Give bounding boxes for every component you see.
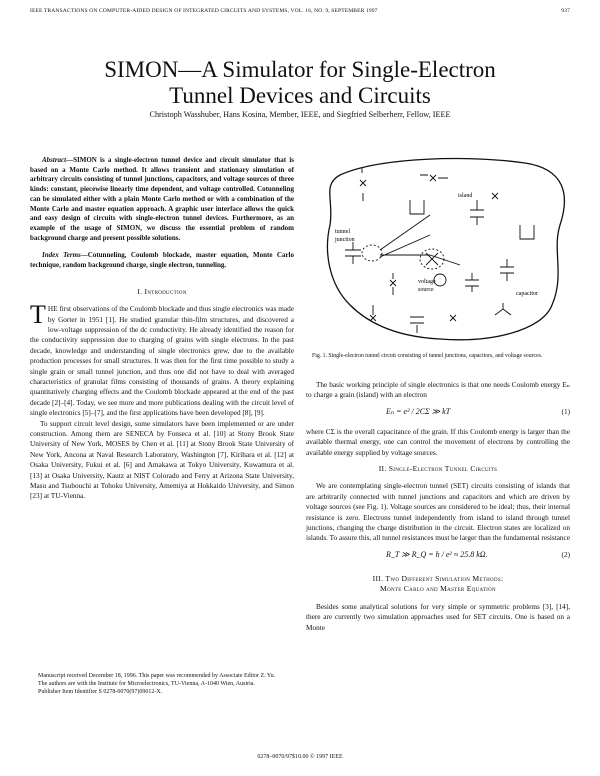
fig-label-voltage: voltage: [418, 279, 436, 285]
equation-1: [306, 403, 570, 425]
right-paragraph-2: where CΣ is the overall capacitance of the grain. If this Coulomb energy is larger than the available thermal energy, one can control the movement of electrons by controlling the available energy supplied by voltage sources.: [306, 427, 570, 457]
intro-paragraph-2: To support circuit level design, some simulators have been implemented or are under construction. Among them are SENECA by Fonseca et al. [10] at Stony Brook State University of New York, MOSES by Chen et al. [11] at Stony Brook State University of New York, Ancona at Naval Research Laboratory, Washington [7], Kirihara et al. [12] at Osaka University, Fukui et al. [6] and Amakawa at Tokyo University, Kuwamura et al. [13] at Osaka University, Kautz at NIST Colorado and Ferry at Arizona State University, Masu and Tsubouchi at Tohoku University, Amemiya at Hokkaido University, and Simon [23] at TU-Vienna.: [30, 419, 294, 501]
footnotes: [30, 672, 294, 697]
running-header: [30, 8, 570, 18]
equation-1-body: Eₙ = e² / 2CΣ ≫ kT: [386, 406, 451, 416]
footnote-received: Manuscript received December 18, 1996. This paper was recommended by Associate Editor Z. Yu.: [38, 673, 276, 679]
equation-2-number: (2): [561, 550, 570, 559]
figure-caption: Fig. 1. Single-electron tunnel circuit consisting of tunnel junctions, capacitors, and voltage sources.: [312, 353, 543, 359]
right-column: [306, 380, 570, 633]
right-paragraph-1: The basic working principle of single electronics is that one needs Coulomb energy Eₙ to charge a grain (island) with an electron: [306, 381, 570, 400]
fig-label-capacitor: capacitor: [516, 291, 538, 297]
drop-cap: T: [30, 300, 46, 330]
abstract: [30, 156, 294, 243]
right-paragraph-4: Besides some analytical solutions for very simple or symmetric problems [3], [14], there are currently two simulation approaches used for SET circuits. One is based on a Monte: [306, 602, 570, 632]
section-heading-set-circuits: II. Single-Electron Tunnel Circuits: [378, 464, 498, 474]
figure-1-circuit: [320, 155, 570, 345]
fig-label-source: source: [418, 287, 434, 293]
copyright-footer: 0278–0070/97$10.00 © 1997 IEEE: [257, 754, 343, 760]
footnote-affiliation: The authors are with the Institute for Microelectronics, TU-Vienna, A-1040 Wien, Austria.: [38, 681, 255, 688]
intro-text-1: HE first observations of the Coulomb blockade and thus single electronics was made by Gorter in 1951 [1]. He studied granular thin-film structures, and discovered a low-voltage suppression of the dc conductivity. He already identified the reason for the conductivity suppression due to charging of grains with single electrons. In the past decade, knowledge and understanding of single electronics grew, due to the available production processes for small structures. It was then for the first time possible to study a single grain or small tunnel junction, and thus one did not have to deal with averaged characteristics of granular films consisting of thousands of grains. A theory explaining quantitatively charging effects and the Coulomb blockade appeared at the end of the past decade [2]–[4]. Today, we see more and more publications dealing with the circuit level of single electronics [5]–[7], and the first applications have been developed [8], [9].: [30, 305, 294, 418]
equation-2-body: R_T ≫ R_Q = h / e² ≈ 25.8 kΩ.: [386, 549, 488, 559]
index-terms-text: —Cotunneling, Coulomb blockade, master equation, Monte Carlo technique, random background charge, single electron, tunneling.: [30, 251, 294, 270]
fig-label-tunnel: tunnel: [335, 229, 350, 235]
title-line-1: SIMON—A Simulator for Single-Electron: [104, 57, 496, 82]
paper-title: [0, 57, 600, 109]
fig-label-junction: junction: [335, 237, 355, 243]
page-number: 937: [561, 8, 570, 14]
section-heading-introduction: I. Introduction: [137, 286, 187, 296]
right-paragraph-3: We are contemplating single-electron tunnel (SET) circuits consisting of islands that are arbitrarily connected with tunnel junctions and capacitors and which are driven by voltage sources (see Fig. 1). Voltage sources are considered to be ideal; thus, their internal resistance is zero. Electrons tunnel independently from island to island through tunnel junctions, changing the charge distribution in the circuit. Electron states are localized on islands. To assure this, all tunnel resistances must be larger than the fundamental resistance: [306, 482, 570, 543]
abstract-label: Abstract—: [42, 156, 74, 164]
footnote-pii: Publisher Item Identifier S 0278-0070(97)09012-X.: [38, 689, 163, 696]
fig-label-island: island: [458, 193, 473, 199]
equation-2: [306, 546, 570, 568]
index-terms-label: Index Terms: [42, 251, 81, 260]
abstract-text: SIMON is a single-electron tunnel device and circuit simulator that is based on a Monte Carlo method. It allows transient and stationary simulation of arbitrary circuits consisting of tunnel junctions, capacitors, and voltage sources of three kinds: constant, piecewise linearly time dependent, and voltage controlled. Cotunneling can be simulated either with a plain Monte Carlo method or with a combination of the Monte Carlo and master equation approach. A graphic user interface allows the quick and easy design of circuits with single-electron tunnel devices. Furthermore, as an example of the usage of SIMON, we discuss the essential problem of random background charge and present possible solutions.: [30, 156, 294, 242]
journal-header: IEEE TRANSACTIONS ON COMPUTER-AIDED DESIGN OF INTEGRATED CIRCUITS AND SYSTEMS, VOL. 16, NO. 9, SEPTEMBER 1997: [30, 8, 378, 14]
authors: Christoph Wasshuber, Hans Kosina, Member, IEEE, and Siegfried Selberherr, Fellow, IEEE: [149, 110, 451, 119]
title-line-2: Tunnel Devices and Circuits: [169, 83, 431, 108]
section-heading-methods-line-2: Monte Carlo and Master Equation: [380, 584, 496, 594]
index-terms: [30, 251, 294, 270]
equation-1-number: (1): [561, 407, 570, 416]
section-heading-methods-line-1: III. Two Different Simulation Methods:: [372, 573, 504, 583]
intro-paragraph-1: [30, 300, 294, 418]
left-column: [30, 156, 294, 502]
